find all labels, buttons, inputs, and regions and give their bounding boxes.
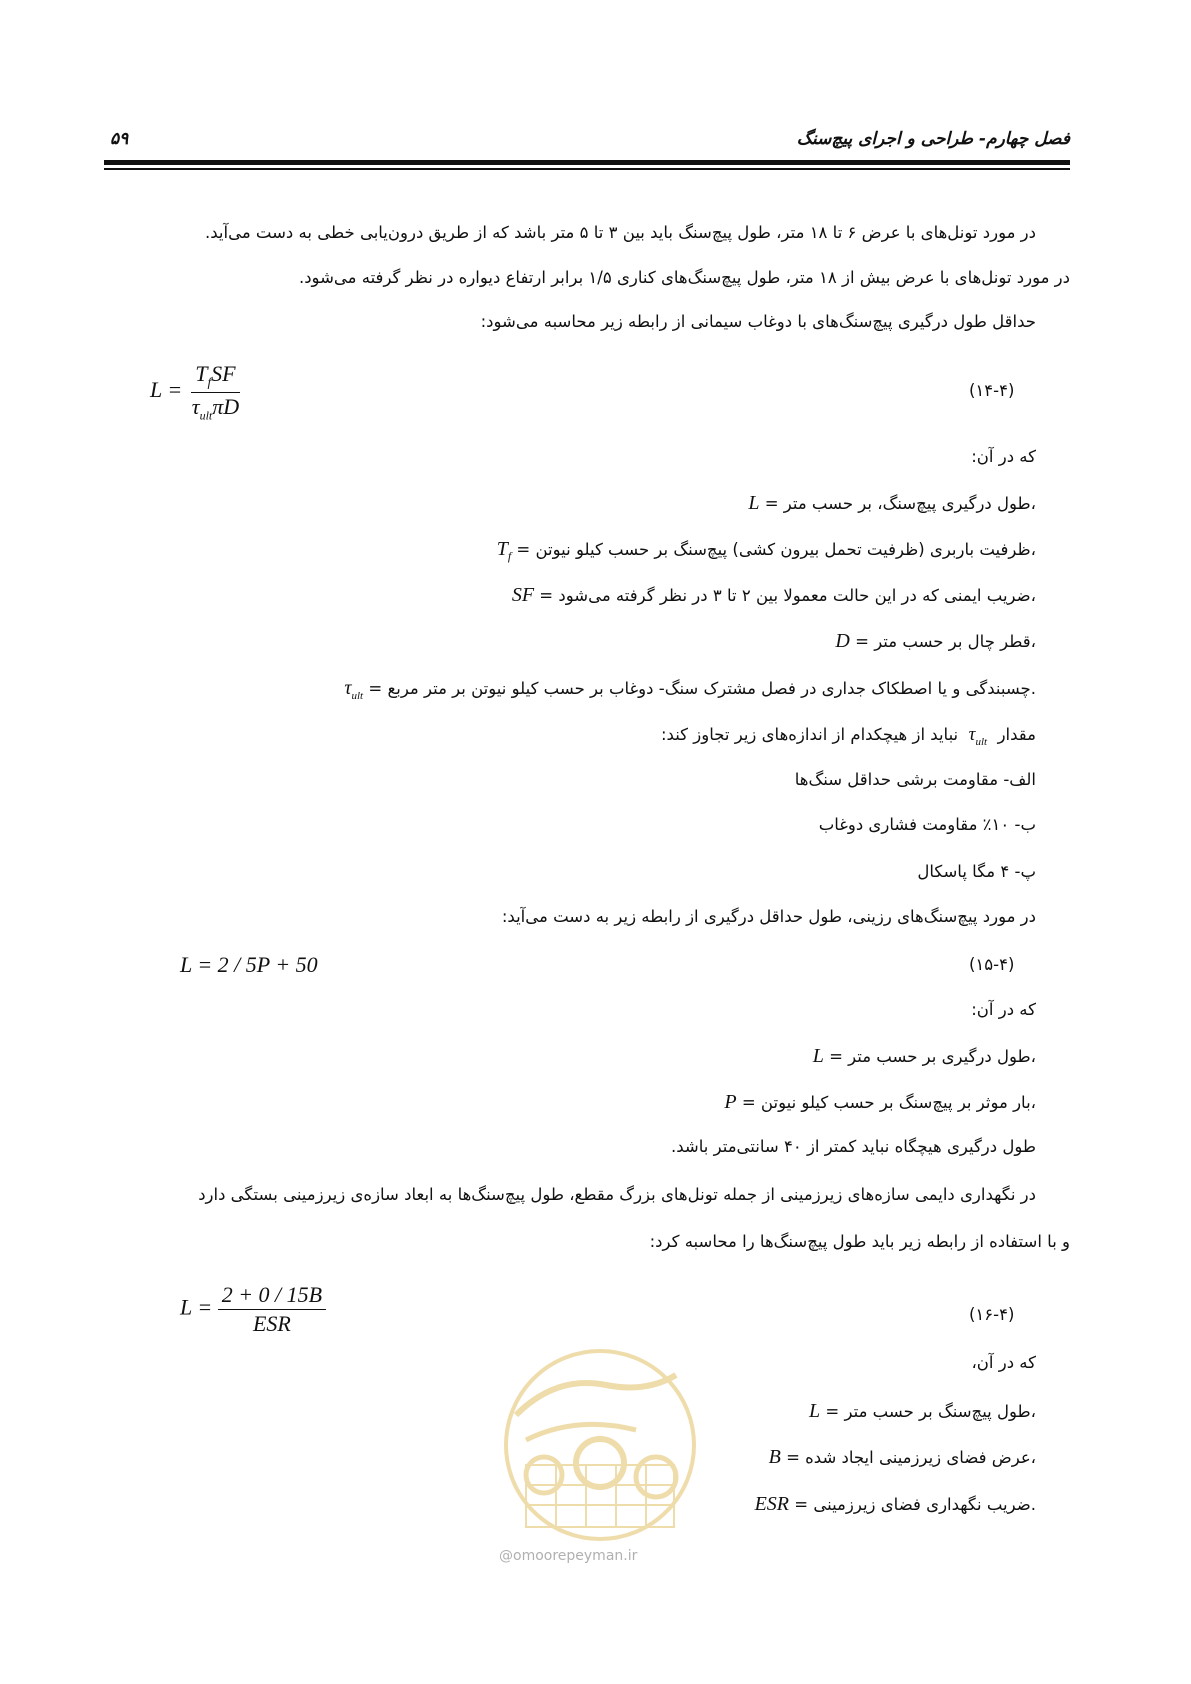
symbol-ult: ult [975, 735, 988, 748]
where-label-1: که در آن: [971, 447, 1036, 466]
eq14-den-rest: πD [212, 393, 240, 419]
paragraph-4: در مورد پیچ‌سنگ‌های رزینی، طول حداقل درگیری از رابطه زیر به دست می‌آید: [501, 907, 1036, 926]
symbol-ult: ult [351, 690, 364, 702]
equation-16-4 [180, 1283, 326, 1336]
definition-text: = بار موثر بر پیچ‌سنگ بر حسب کیلو نیوتن، [741, 1093, 1036, 1112]
eq14-num-T: T [195, 361, 208, 386]
symbol-f: f [507, 549, 512, 563]
paragraph-2: در مورد تونل‌های با عرض بیش از ۱۸ متر، طول پیچ‌سنگ‌های کناری ۱/۵ برابر ارتفاع دیواره در نظر گرفته می‌شود. [298, 268, 1070, 287]
symbol-SF: SF [511, 584, 535, 606]
eq14-fraction [188, 362, 243, 422]
definition-L-1 [748, 492, 1036, 515]
watermark-logo [496, 1345, 704, 1545]
definition-text: = ضریب نگهداری فضای زیرزمینی. [794, 1495, 1036, 1514]
equation-number-15: (۱۵-۴) [969, 955, 1015, 974]
paragraph-6a: در نگهداری دایمی سازه‌های زیرزمینی از جمله تونل‌های بزرگ مقطع، طول پیچ‌سنگ‌ها به ابعاد سازه‌ی زیرزمینی بستگی دارد [198, 1185, 1036, 1204]
page-number: ۵۹ [110, 129, 129, 149]
eq16-denominator: ESR [252, 1311, 291, 1337]
watermark-url: @omoorepeyman.ir [499, 1548, 638, 1564]
symbol-D: D [835, 630, 850, 652]
eq14-num-sub: f [207, 374, 212, 390]
definition-Tf [497, 538, 1036, 564]
definition-ESR [755, 1493, 1036, 1516]
symbol-tau-ult-inline [968, 724, 988, 748]
eq14-den-tau: τ [191, 393, 200, 419]
list-item-b: ب- ۱۰٪ مقاومت فشاری دوغاب [818, 815, 1036, 834]
chapter-title: فصل چهارم- طراحی و اجرای پیچ‌سنگ [796, 129, 1070, 149]
definition-text: = ظرفیت باربری (ظرفیت تحمل بیرون کشی) پیچ‌سنگ بر حسب کیلو نیوتن، [516, 540, 1036, 559]
symbol-tau-ult [344, 677, 364, 702]
header-rule-thick [104, 160, 1070, 165]
symbol-L: L [809, 1400, 821, 1422]
equation-number-14: (۱۴-۴) [969, 381, 1015, 400]
definition-L-2 [813, 1045, 1036, 1068]
symbol-P: P [724, 1091, 737, 1113]
definition-SF [512, 584, 1036, 607]
equation-14-4 [150, 362, 243, 422]
definition-text: = ضریب ایمنی که در این حالت معمولا بین ۲ تا ۳ در نظر گرفته می‌شود، [539, 586, 1036, 605]
symbol-ESR: ESR [754, 1493, 790, 1515]
paragraph-1: در مورد تونل‌های با عرض ۶ تا ۱۸ متر، طول پیچ‌سنگ باید بین ۳ تا ۵ متر باشد که از طریق درون‌یابی خطی به دست می‌آید. [204, 223, 1036, 242]
definition-text: = طول درگیری پیچ‌سنگ، بر حسب متر، [764, 494, 1036, 513]
limit-sentence [661, 724, 1036, 748]
definition-text: = قطر چال بر حسب متر، [855, 632, 1036, 651]
definition-B [769, 1446, 1036, 1469]
symbol-Tf [496, 538, 512, 563]
where-label-2: که در آن: [971, 1000, 1036, 1019]
list-item-c: پ- ۴ مگا پاسکال [917, 862, 1036, 881]
definition-text: = عرض فضای زیرزمینی ایجاد شده، [786, 1448, 1036, 1467]
eq16-fraction [218, 1283, 326, 1336]
eq14-num-rest: SF [211, 361, 236, 386]
definition-text: = طول درگیری بر حسب متر، [829, 1047, 1036, 1066]
eq14-den-sub: ult [199, 408, 213, 423]
definition-tau [344, 677, 1036, 702]
symbol-tau: τ [344, 677, 352, 699]
definition-D [835, 630, 1036, 653]
paragraph-6b: و با استفاده از رابطه زیر باید طول پیچ‌سنگ‌ها را محاسبه کرد: [649, 1232, 1070, 1251]
symbol-tau: τ [968, 724, 976, 745]
symbol-L: L [748, 492, 760, 514]
paragraph-5: طول درگیری هیچگاه نباید کمتر از ۴۰ سانتی‌متر باشد. [671, 1137, 1036, 1156]
limit-pre: مقدار [997, 725, 1036, 744]
limit-post: نباید از هیچکدام از اندازه‌های زیر تجاوز کند: [660, 725, 959, 744]
eq16-numerator: 2 + 0 / 15B [218, 1283, 326, 1310]
definition-L-3 [809, 1400, 1036, 1423]
header-rule-thin [104, 168, 1070, 170]
where-label-3: که در آن، [971, 1353, 1036, 1372]
symbol-L: L [812, 1045, 824, 1067]
definition-text: = طول پیچ‌سنگ بر حسب متر، [825, 1402, 1036, 1421]
equation-number-16: (۱۶-۴) [969, 1305, 1015, 1324]
eq16-lhs: L = [180, 1294, 213, 1320]
symbol-B: B [768, 1446, 781, 1468]
equation-15-4: L = 2 / 5P + 50 [180, 952, 318, 977]
definition-text: = چسبندگی و یا اصطکاک جداری در فصل مشترک سنگ- دوغاب بر حسب کیلو نیوتن بر متر مربع. [368, 679, 1036, 698]
eq14-lhs: L = [150, 377, 183, 403]
symbol-T: T [496, 538, 508, 560]
definition-P [724, 1091, 1036, 1114]
paragraph-3: حداقل طول درگیری پیچ‌سنگ‌های با دوغاب سیمانی از رابطه زیر محاسبه می‌شود: [480, 312, 1036, 331]
list-item-a: الف- مقاومت برشی حداقل سنگ‌ها [794, 770, 1036, 789]
